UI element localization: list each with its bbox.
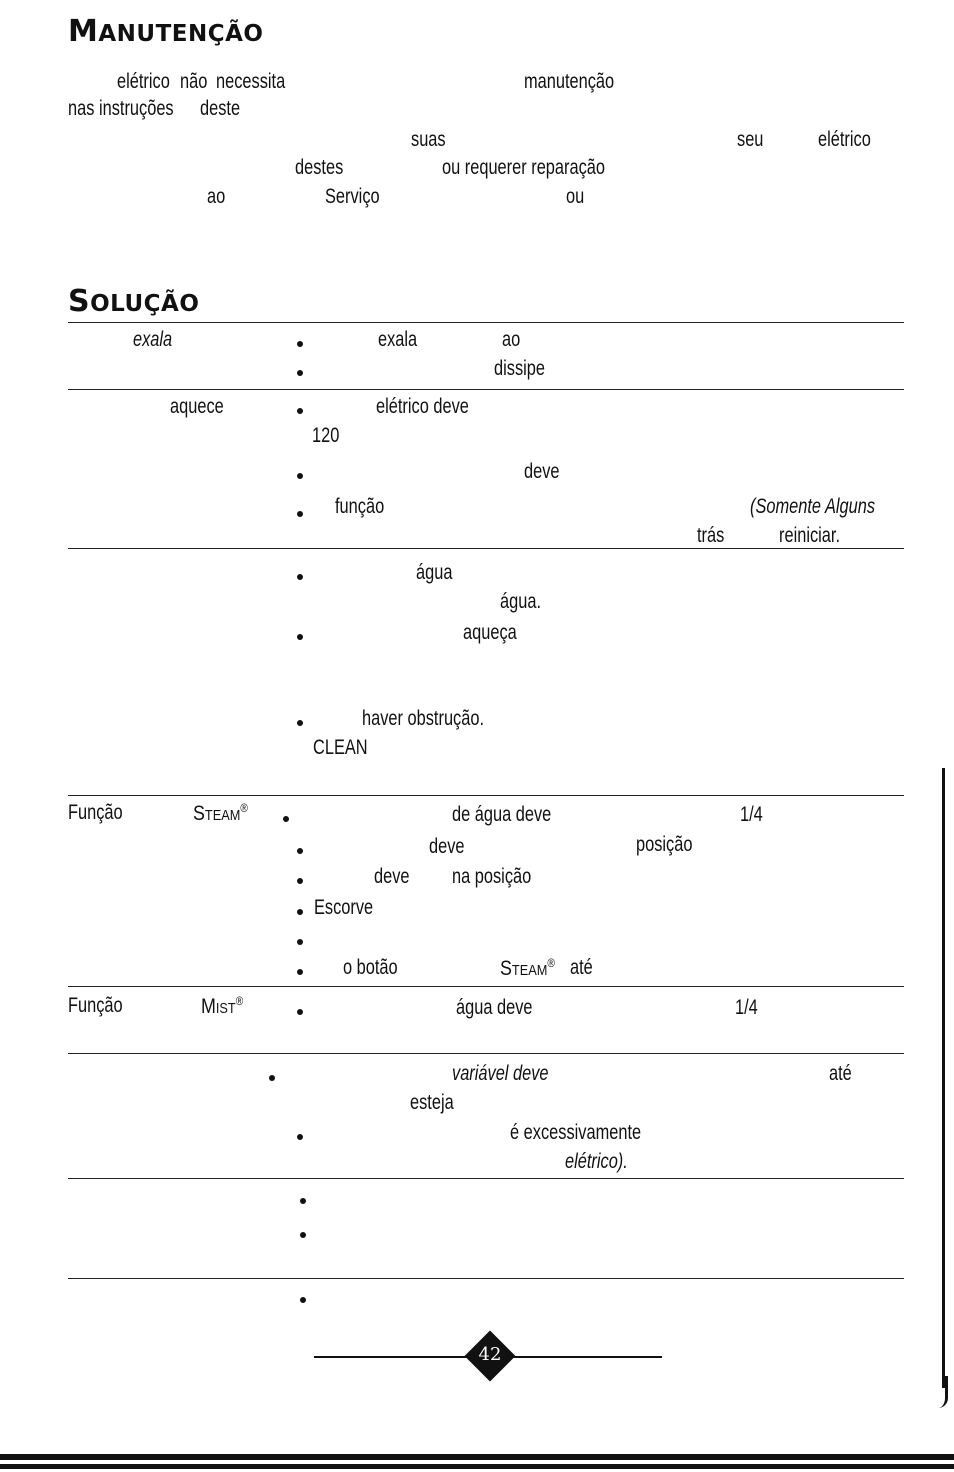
bottom-rule-thick: [0, 1454, 954, 1460]
footer-rule-left: [314, 1356, 474, 1358]
manut-p2-word: ou: [566, 185, 585, 208]
row3-solution-word: CLEAN: [313, 736, 368, 759]
bullet: [300, 1198, 306, 1204]
row2-solution-word: função: [335, 495, 385, 518]
bullet: [300, 1297, 306, 1303]
manut-p2-word: destes: [295, 156, 344, 179]
bullet: [297, 939, 303, 945]
bullet: [269, 1075, 275, 1081]
manut-p1-word: nas instruções: [68, 97, 174, 120]
row6-solution-word: até: [829, 1062, 852, 1085]
manut-p1-word: elétrico: [117, 70, 170, 93]
page-number: 42: [478, 1344, 502, 1365]
row2-solution-word: reiniciar.: [779, 524, 840, 547]
row-divider: [68, 389, 904, 390]
row-divider: [68, 1178, 904, 1179]
manut-p2-word: elétrico: [818, 128, 871, 151]
bullet: [297, 969, 303, 975]
bullet: [300, 1232, 306, 1238]
bullet: [297, 370, 303, 376]
bullet: [297, 408, 303, 414]
bullet: [283, 816, 289, 822]
row3-solution-word: haver obstrução.: [362, 707, 485, 730]
row5-solution-word: água deve: [456, 996, 533, 1019]
footer-rule-right: [502, 1356, 662, 1358]
manut-p2-word: seu: [737, 128, 764, 151]
row4-problem: Função: [68, 801, 123, 824]
row2-solution-word: elétrico deve: [376, 395, 469, 418]
manut-p2-word: Serviço: [325, 185, 380, 208]
margin-scan-line: [942, 768, 945, 1388]
bullet: [297, 473, 303, 479]
row4-solution-word: posição: [636, 833, 693, 856]
section-title-manutencao: MANUTENÇÃO: [68, 14, 264, 49]
bullet: [297, 909, 303, 915]
row2-solution-word: (Somente Alguns: [750, 495, 876, 518]
manut-p1-word: manutenção: [524, 70, 615, 93]
row-divider: [68, 548, 904, 549]
row4-solution-word: Escorve: [314, 896, 374, 919]
row4-solution-word: 1/4: [740, 803, 763, 826]
bullet: [297, 878, 303, 884]
row4-solution-word: deve: [429, 835, 465, 858]
row3-solution-word: água: [416, 561, 453, 584]
row-divider: [68, 986, 904, 987]
row3-solution-word: aqueça: [463, 621, 517, 644]
row4-solution-word: até: [570, 956, 593, 979]
manut-p1-word: necessita: [216, 70, 286, 93]
manut-p2-word: ou requerer reparação: [442, 156, 605, 179]
row4-solution-word: na posição: [452, 865, 532, 888]
bullet: [297, 1134, 303, 1140]
row1-solution-word: exala: [378, 328, 418, 351]
row-divider: [68, 1053, 904, 1054]
row4-solution-word: de água deve: [452, 803, 552, 826]
margin-scan-hook: [936, 1376, 948, 1408]
row4-solution-steam: STEAM®: [500, 956, 555, 980]
row1-problem: exala: [133, 328, 173, 351]
row2-problem: aquece: [170, 395, 224, 418]
row2-solution-word: trás: [697, 524, 725, 547]
row2-solution-word: 120: [312, 424, 340, 447]
row6-solution-word: é excessivamente: [510, 1121, 642, 1144]
row5-problem: Função: [68, 994, 123, 1017]
bottom-rule-thin: [0, 1464, 954, 1469]
row6-solution-word: esteja: [410, 1091, 454, 1114]
row6-solution-word: variável deve: [452, 1062, 549, 1085]
row4-solution-word: o botão: [343, 956, 398, 979]
manut-p1-word: não: [180, 70, 208, 93]
row1-solution-word: ao: [502, 328, 521, 351]
bullet: [297, 341, 303, 347]
row6-solution-word: elétrico).: [565, 1150, 628, 1173]
row2-solution-word: deve: [524, 460, 560, 483]
bullet: [297, 720, 303, 726]
row-divider: [68, 1278, 904, 1279]
row4-solution-word: deve: [374, 865, 410, 888]
manut-p2-word: suas: [411, 128, 446, 151]
bullet: [297, 511, 303, 517]
bullet: [297, 634, 303, 640]
row3-solution-word: água.: [500, 590, 541, 613]
section-title-solucao: SOLUÇÃO: [68, 284, 200, 319]
manut-p2-word: ao: [207, 185, 226, 208]
row5-solution-word: 1/4: [735, 996, 758, 1019]
table-top-rule: [68, 322, 904, 323]
bullet: [297, 848, 303, 854]
row1-solution-word: dissipe: [494, 357, 545, 380]
manut-p1-word: deste: [200, 97, 241, 120]
row5-problem-mist: MIST®: [201, 994, 244, 1018]
row-divider: [68, 795, 904, 796]
bullet: [297, 1009, 303, 1015]
bullet: [297, 574, 303, 580]
row4-problem-steam: STEAM®: [193, 801, 248, 825]
